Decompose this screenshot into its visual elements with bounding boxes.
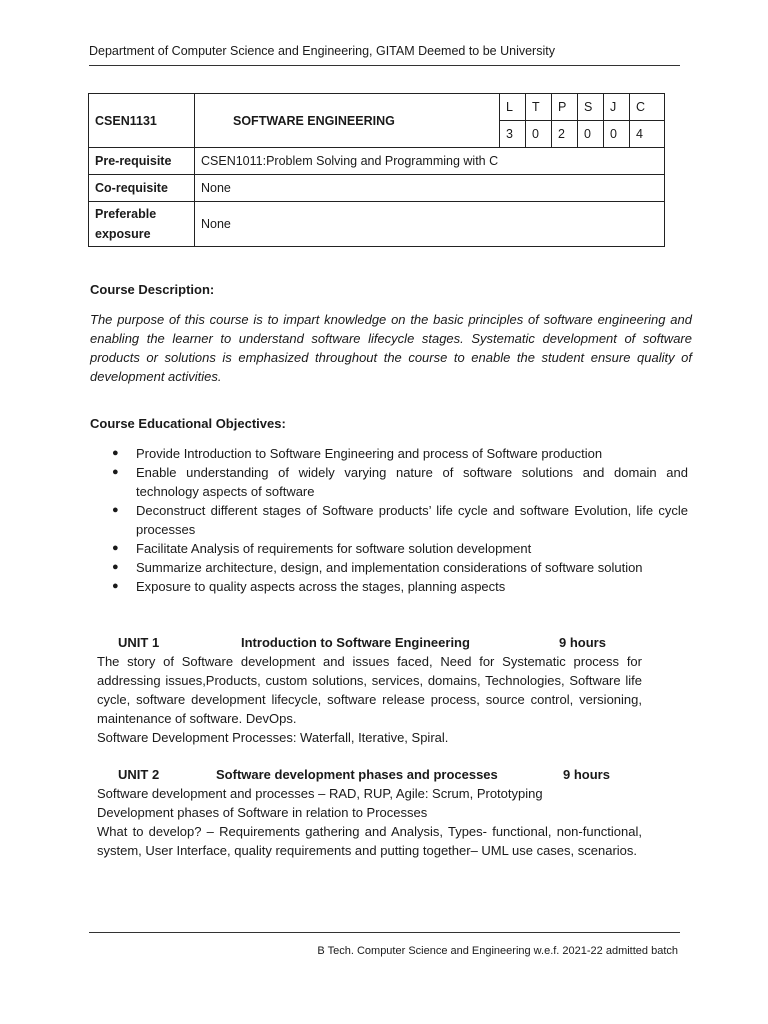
bullet-icon: ●	[112, 561, 119, 573]
list-item	[108, 501, 688, 539]
objective-text: Enable understanding of widely varying nature of software solutions and domain and technology aspects of software	[136, 465, 688, 499]
unit-label: UNIT 1	[118, 635, 160, 650]
ltpsjc-label: C	[630, 94, 665, 121]
course-info-table	[88, 93, 665, 247]
unit-paragraph: Development phases of Software in relation to Processes	[97, 805, 428, 820]
ltpsjc-value: 0	[526, 121, 552, 148]
ltpsjc-label: T	[526, 94, 552, 121]
ltpsjc-value: 4	[630, 121, 665, 148]
unit-1-body	[97, 652, 642, 747]
prerequisite-label: Pre-requisite	[89, 148, 195, 175]
list-item	[108, 539, 688, 558]
objective-text: Deconstruct different stages of Software products’ life cycle and software Evolution, life cycle processes	[136, 503, 688, 537]
unit-paragraph: Software development and processes – RAD, RUP, Agile: Scrum, Prototyping	[97, 786, 543, 801]
unit-2-body	[97, 784, 642, 860]
unit-label: UNIT 2	[118, 767, 160, 782]
objective-text: Summarize architecture, design, and implementation considerations of software solution	[136, 560, 643, 575]
objective-text: Provide Introduction to Software Engineering and process of Software production	[136, 446, 603, 461]
list-item	[108, 577, 688, 596]
unit-paragraph: The story of Software development and issues faced, Need for Systematic process for addressing issues,Products, custom solutions, services, domains, Technologies, Software life cycle, software development lifecycle, software release process, source control, versioning, maintenance of software. DevOps.	[97, 654, 642, 726]
unit-paragraph: Software Development Processes: Waterfall, Iterative, Spiral.	[97, 730, 449, 745]
objectives-list	[108, 444, 688, 596]
page-footer: B Tech. Computer Science and Engineering w.e.f. 2021-22 admitted batch	[317, 945, 678, 957]
ltpsjc-value: 0	[604, 121, 630, 148]
course-title: SOFTWARE ENGINEERING	[195, 94, 500, 148]
course-description-heading: Course Description:	[90, 282, 215, 297]
list-item	[108, 444, 688, 463]
unit-hours: 9 hours	[559, 635, 606, 650]
ltpsjc-value: 3	[500, 121, 526, 148]
prerequisite-value: CSEN1011:Problem Solving and Programming with C	[195, 148, 665, 175]
unit-hours: 9 hours	[563, 767, 610, 782]
bullet-icon: ●	[112, 466, 119, 478]
page-header: Department of Computer Science and Engineering, GITAM Deemed to be University	[89, 44, 555, 58]
header-divider	[89, 65, 680, 66]
bullet-icon: ●	[112, 542, 119, 554]
preferable-exposure-value: None	[195, 202, 665, 247]
objective-text: Exposure to quality aspects across the stages, planning aspects	[136, 579, 506, 594]
bullet-icon: ●	[112, 580, 119, 592]
course-code: CSEN1131	[89, 94, 195, 148]
preferable-exposure-label: Preferable exposure	[89, 202, 195, 247]
unit-title: Software development phases and processes	[216, 767, 498, 782]
corequisite-label: Co-requisite	[89, 175, 195, 202]
bullet-icon: ●	[112, 447, 119, 459]
bullet-icon: ●	[112, 504, 119, 516]
ltpsjc-value: 0	[578, 121, 604, 148]
ltpsjc-label: P	[552, 94, 578, 121]
ltpsjc-label: L	[500, 94, 526, 121]
objectives-heading: Course Educational Objectives:	[90, 416, 286, 431]
course-description-text: The purpose of this course is to impart knowledge on the basic principles of software engineering and enabling the learner to understand software lifecycle stages. Systematic development of software products or solutions is emphasized throughout the course to enable the student ensure quality of development activities.	[90, 312, 692, 384]
objective-text: Facilitate Analysis of requirements for software solution development	[136, 541, 532, 556]
unit-title: Introduction to Software Engineering	[241, 635, 470, 650]
ltpsjc-label: S	[578, 94, 604, 121]
list-item	[108, 558, 688, 577]
ltpsjc-value: 2	[552, 121, 578, 148]
list-item	[108, 463, 688, 501]
unit-paragraph: What to develop? – Requirements gathering and Analysis, Types- functional, non-functional, system, User Interface, quality requirements and putting together– UML use cases, scenarios.	[97, 824, 642, 858]
footer-divider	[89, 932, 680, 933]
ltpsjc-label: J	[604, 94, 630, 121]
corequisite-value: None	[195, 175, 665, 202]
